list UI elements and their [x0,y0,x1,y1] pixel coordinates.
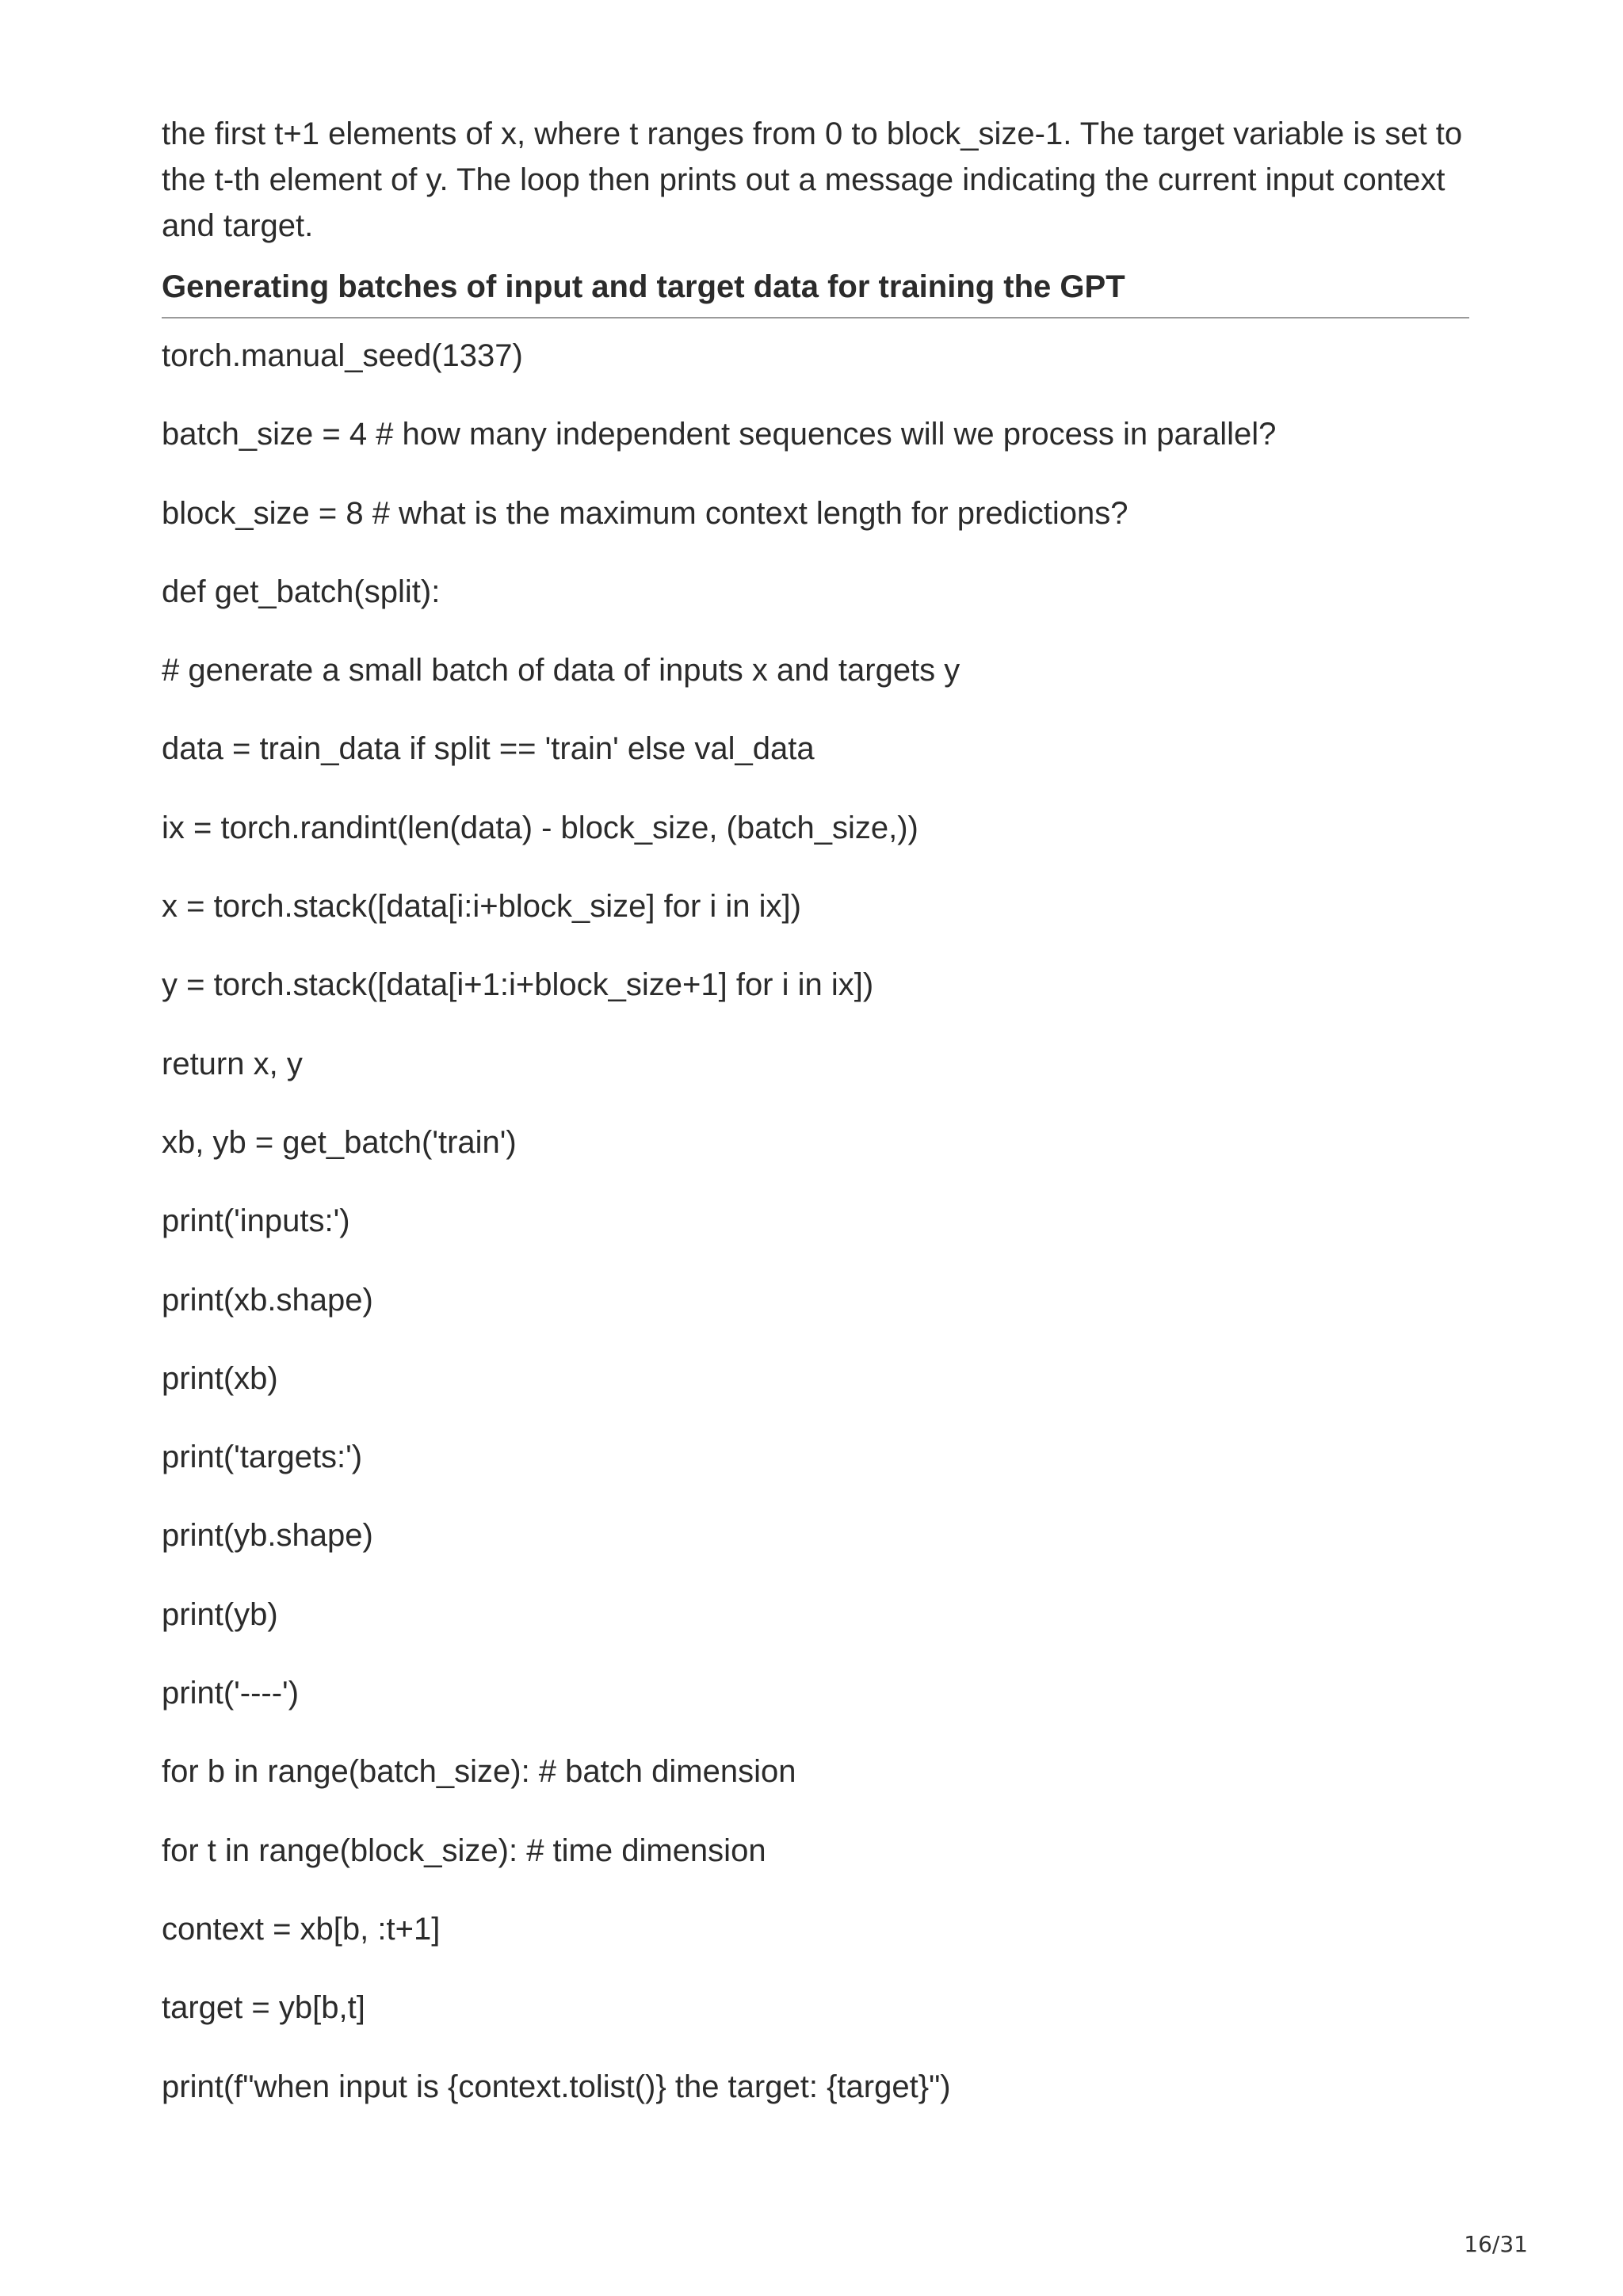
code-line: for b in range(batch_size): # batch dimension [162,1754,796,1790]
code-line: print(xb.shape) [162,1282,373,1318]
code-line: ix = torch.randint(len(data) - block_size, (batch_size,)) [162,810,918,845]
document-page [162,111,1469,2107]
intro-paragraph: the first t+1 elements of x, where t ranges from 0 to block_size-1. The target variable is set to the t-th element of y. The loop then prints out a message indicating the current input context and target. [162,116,1463,243]
code-line: def get_batch(split): [162,574,441,609]
code-line: print(yb.shape) [162,1518,373,1554]
code-line: block_size = 8 # what is the maximum context length for predictions? [162,495,1128,531]
code-line: print(xb) [162,1360,278,1396]
code-line: xb, yb = get_batch('train') [162,1124,517,1160]
code-line: print('----') [162,1676,300,1711]
code-line: # generate a small batch of data of inputs x and targets y [162,653,960,688]
code-block [162,335,1469,2107]
code-line: print('inputs:') [162,1203,350,1239]
page-number: 16/31 [1464,2231,1528,2257]
code-line: data = train_data if split == 'train' else val_data [162,731,815,767]
code-line: print(yb) [162,1596,278,1632]
code-line: context = xb[b, :t+1] [162,1911,441,1947]
code-line: target = yb[b,t] [162,1990,365,2026]
code-line: print(f"when input is {context.tolist()} the target: {target}") [162,2069,951,2104]
code-line: torch.manual_seed(1337) [162,338,523,373]
section-heading: Generating batches of input and target data for training the GPT [162,266,1469,318]
code-line: batch_size = 4 # how many independent sequences will we process in parallel? [162,417,1277,452]
code-line: x = torch.stack([data[i:i+block_size] for i in ix]) [162,889,801,925]
code-line: return x, y [162,1046,303,1081]
code-line: print('targets:') [162,1440,363,1475]
code-line: y = torch.stack([data[i+1:i+block_size+1] for i in ix]) [162,967,874,1003]
code-line: for t in range(block_size): # time dimension [162,1833,766,1868]
